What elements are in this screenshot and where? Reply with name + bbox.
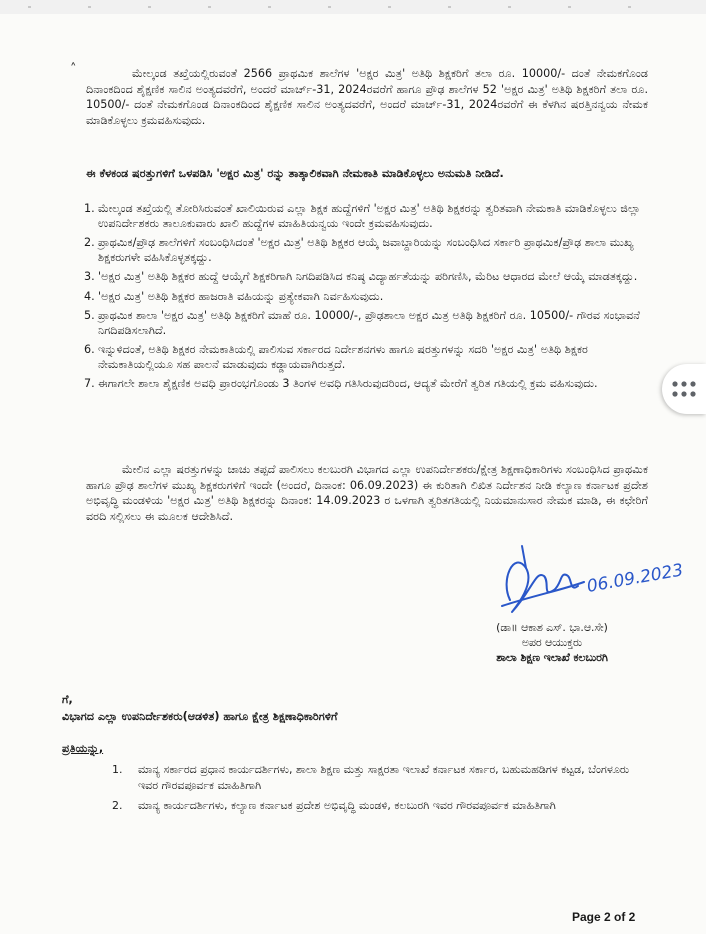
condition-text: ಪ್ರಾಥಮಿಕ ಶಾಲಾ 'ಅಕ್ಷರ ಮಿತ್ರ' ಅತಿಥಿ ಶಿಕ್ಷಕರಿಗೆ ಮಾಹೆ ರೂ. 10000/-, ಪ್ರೌಢಶಾಲಾ ಅಕ್ಷರ ಮಿತ್ರ ಅತಿಥಿ ಶಿಕ್ಷಕರಿಗೆ ರೂ. 10500/- ಗೌರವ ಸಂಭಾವನೆ ನಿಗದಿಪಡಿಸಲಾಗಿದೆ. bbox=[98, 309, 640, 337]
page-top-edge bbox=[0, 0, 706, 14]
condition-item bbox=[84, 236, 644, 265]
signatory-block bbox=[472, 620, 632, 665]
signatory-name: (ಡಾ॥ ಆಕಾಶ ಎಸ್. ಭಾ.ಆ.ಸೇ) bbox=[496, 621, 608, 634]
condition-text: ಈಗಾಗಲೇ ಶಾಲಾ ಶೈಕ್ಷಣಿಕ ಅವಧಿ ಪ್ರಾರಂಭಗೊಂಡು 3 ತಿಂಗಳ ಅವಧಿ ಗತಿಸಿರುವುದರಿಂದ, ಆದ್ಯತೆ ಮೇರೆಗೆ ತ್ವರಿತ ಗತಿಯಲ್ಲಿ ಕ್ರಮ ವಹಿಸುವುದು. bbox=[98, 377, 598, 390]
signatory-office: ಶಾಲಾ ಶಿಕ್ಷಣ ಇಲಾಖೆ ಕಲಬುರಗಿ bbox=[496, 651, 608, 664]
condition-number: 6. bbox=[84, 343, 95, 356]
copy-number: 1. bbox=[112, 763, 123, 776]
copy-text: ಮಾನ್ಯ ಸರ್ಕಾರದ ಪ್ರಧಾನ ಕಾರ್ಯದರ್ಶಿಗಳು, ಶಾಲಾ ಶಿಕ್ಷಣ ಮತ್ತು ಸಾಕ್ಷರತಾ ಇಲಾಖೆ ಕರ್ನಾಟಕ ಸರ್ಕಾರ, ಬಹುಮಹಡಿಗಳ ಕಟ್ಟಡ, ಬೆಂಗಳೂರು ಇವರ ಗೌರವಪೂರ್ವಕ ಮಾಹಿತಿಗಾಗಿ bbox=[138, 763, 630, 792]
condition-item bbox=[84, 343, 644, 372]
copies-heading: ಪ್ರತಿಯನ್ನು, bbox=[62, 742, 104, 755]
condition-item bbox=[84, 270, 644, 285]
copy-text: ಮಾನ್ಯ ಕಾರ್ಯದರ್ಶಿಗಳು, ಕಲ್ಯಾಣ ಕರ್ನಾಟಕ ಪ್ರದೇಶ ಅಭಿವೃದ್ಧಿ ಮಂಡಳಿ, ಕಲಬುರಗಿ ಇವರ ಗೌರವಪೂರ್ವಕ ಮಾಹಿತಿಗಾಗಿ bbox=[138, 799, 556, 812]
signature-date: 06.09.2023 bbox=[585, 560, 685, 597]
copy-item bbox=[112, 798, 648, 814]
condition-text: ಮೇಲ್ಕಂಡ ತಖ್ತೆಯಲ್ಲಿ ತೋರಿಸಿರುವಂತೆ ಖಾಲಿಯಿರುವ ಎಲ್ಲಾ ಶಿಕ್ಷಕ ಹುದ್ದೆಗಳಿಗೆ 'ಅಕ್ಷರ ಮಿತ್ರ' ಅತಿಥಿ ಶಿಕ್ಷಕರನ್ನು ತ್ವರಿತವಾಗಿ ನೇಮಕಾತಿ ಮಾಡಿಕೊಳ್ಳಲು ಜಿಲ್ಲಾ ಉಪನಿರ್ದೇಶಕರು ತಾಲೂಕುವಾರು ಖಾಲಿ ಹುದ್ದೆಗಳ ಮಾಹಿತಿಯನ್ವಯ ಇಂದೇ ಕ್ರಮವಹಿಸುವುದು. bbox=[98, 202, 641, 230]
conditions-list bbox=[84, 202, 644, 397]
copies-list bbox=[112, 762, 648, 818]
perforation-divider bbox=[28, 6, 678, 8]
page-number: Page 2 of 2 bbox=[572, 910, 636, 924]
addressee: ವಿಭಾಗದ ಎಲ್ಲಾ ಉಪನಿರ್ದೇಶಕರು(ಆಡಳಿತ) ಹಾಗೂ ಕ್ಷೇತ್ರ ಶಿಕ್ಷಣಾಧಿಕಾರಿಗಳಿಗೆ bbox=[62, 710, 338, 723]
paragraph-3: ಮೇಲಿನ ಎಲ್ಲಾ ಷರತ್ತುಗಳನ್ನು ಚಾಚು ತಪ್ಪದೆ ಪಾಲಿಸಲು ಕಲಬುರಗಿ ವಿಭಾಗದ ಎಲ್ಲಾ ಉಪನಿರ್ದೇಶಕರು/ಕ್ಷೇತ್ರ ಶಿಕ್ಷಣಾಧಿಕಾರಿಗಳು ಸಂಬಂಧಿಸಿದ ಪ್ರಾಥಮಿಕ ಹಾಗೂ ಪ್ರೌಢ ಶಾಲೆಗಳ ಮುಖ್ಯ ಶಿಕ್ಷಕರುಗಳಿಗೆ ಇಂದೇ (ಅಂದರೆ, ದಿನಾಂಕ: 06.09.2023) ಈ ಕುರಿತಾಗಿ ಲಿಖಿತ ನಿರ್ದೇಶನ ನೀಡಿ ಕಲ್ಯಾಣ ಕರ್ನಾಟಕ ಪ್ರದೇಶ ಅಭಿವೃದ್ಧಿ ಮಂಡಳಿಯ 'ಅಕ್ಷರ ಮಿತ್ರ' ಅತಿಥಿ ಶಿಕ್ಷಕರನ್ನು ದಿನಾಂಕ: 14.09.2023 ರ ಒಳಗಾಗಿ ತ್ವರಿತಗತಿಯಲ್ಲಿ ನಿಯಮಾನುಸಾರ ನೇಮಕ ಮಾಡಿ, ಈ ಕಛೇರಿಗೆ ವರದಿ ಸಲ್ಲಿಸಲು ಈ ಮೂಲಕ ಆದೇಶಿಸಿದೆ. bbox=[86, 463, 648, 523]
margin-mark: ˄ bbox=[70, 62, 77, 77]
grid-dots-icon bbox=[671, 380, 697, 398]
signature bbox=[492, 540, 692, 620]
condition-number: 1. bbox=[84, 202, 95, 215]
copy-item bbox=[112, 762, 648, 794]
condition-text: ಇನ್ನುಳಿದಂತೆ, ಅತಿಥಿ ಶಿಕ್ಷಕರ ನೇಮಕಾತಿಯಲ್ಲಿ ಪಾಲಿಸುವ ಸರ್ಕಾರದ ನಿರ್ದೇಶನಗಳು ಹಾಗೂ ಷರತ್ತುಗಳನ್ನು ಸದರಿ 'ಅಕ್ಷರ ಮಿತ್ರ' ಅತಿಥಿ ಶಿಕ್ಷಕರ ನೇಮಕಾತಿಯಲ್ಲಿಯೂ ಸಹ ಪಾಲನೆ ಮಾಡುವುದು ಕಡ್ಡಾಯವಾಗಿರುತ್ತದೆ. bbox=[98, 343, 588, 371]
condition-text: ಪ್ರಾಥಮಿಕ/ಪ್ರೌಢ ಶಾಲೆಗಳಿಗೆ ಸಂಬಂಧಿಸಿದಂತೆ 'ಅಕ್ಷರ ಮಿತ್ರ' ಅತಿಥಿ ಶಿಕ್ಷಕರ ಆಯ್ಕೆ ಜವಾಬ್ದಾರಿಯನ್ನು ಸಂಬಂಧಿಸಿದ ಸರ್ಕಾರಿ ಪ್ರಾಥಮಿಕ/ಪ್ರೌಢ ಶಾಲಾ ಮುಖ್ಯ ಶಿಕ್ಷಕರುಗಳೇ ವಹಿಸಿಕೊಳ್ಳತಕ್ಕದ್ದು. bbox=[98, 236, 634, 264]
signatory-designation: ಅಪರ ಆಯುಕ್ತರು bbox=[521, 636, 583, 649]
condition-item bbox=[84, 377, 644, 392]
condition-item bbox=[84, 202, 644, 231]
paragraph-1: ಮೇಲ್ಕಂಡ ತಖ್ತೆಯಲ್ಲಿರುವಂತೆ 2566 ಪ್ರಾಥಮಿಕ ಶಾಲೆಗಳ 'ಅಕ್ಷರ ಮಿತ್ರ' ಅತಿಥಿ ಶಿಕ್ಷಕರಿಗೆ ತಲಾ ರೂ. 10000/- ದಂತೆ ನೇಮಕಗೊಂಡ ದಿನಾಂಕದಿಂದ ಶೈಕ್ಷಣಿಕ ಸಾಲಿನ ಅಂತ್ಯದವರೆಗೆ, ಅಂದರೆ ಮಾರ್ಚ್-31, 2024ರವರೆಗೆ ಹಾಗೂ ಪ್ರೌಢ ಶಾಲೆಗಳ 52 'ಅಕ್ಷರ ಮಿತ್ರ' ಅತಿಥಿ ಶಿಕ್ಷಕರಿಗೆ ತಲಾ ರೂ. 10500/- ದಂತೆ ನೇಮಕಗೊಂಡ ದಿನಾಂಕದಿಂದ ಶೈಕ್ಷಣಿಕ ಸಾಲಿನ ಅಂತ್ಯದವರೆಗೆ, ಅಂದರೆ ಮಾರ್ಚ್-31, 2024ರವರೆಗೆ ಈ ಕೆಳಗಿನ ಷರತ್ತಿನನ್ವಯ ನೇಮಕ ಮಾಡಿಕೊಳ್ಳಲು ಕ್ರಮವಹಿಸುವುದು. bbox=[86, 67, 648, 127]
condition-text: 'ಅಕ್ಷರ ಮಿತ್ರ' ಅತಿಥಿ ಶಿಕ್ಷಕರ ಹುದ್ದೆ ಆಯ್ಕೆಗೆ ಶಿಕ್ಷಕರಿಗಾಗಿ ನಿಗದಿಪಡಿಸಿದ ಕನಿಷ್ಠ ವಿದ್ಯಾರ್ಹತೆಯನ್ನು ಪರಿಗಣಿಸಿ, ಮೆರಿಟ ಆಧಾರದ ಮೇಲೆ ಆಯ್ಕೆ ಮಾಡತಕ್ಕದ್ದು. bbox=[98, 270, 638, 283]
to-label: ಗೆ, bbox=[62, 693, 73, 706]
floating-menu-button[interactable] bbox=[662, 364, 706, 414]
condition-number: 5. bbox=[84, 309, 95, 322]
condition-item bbox=[84, 290, 644, 305]
condition-text: 'ಅಕ್ಷರ ಮಿತ್ರ' ಅತಿಥಿ ಶಿಕ್ಷಕರ ಹಾಜರಾತಿ ವಹಿಯನ್ನು ಪ್ರತ್ಯೇಕವಾಗಿ ನಿರ್ವಹಿಸುವುದು. bbox=[98, 289, 384, 303]
condition-item bbox=[84, 309, 644, 338]
copy-number: 2. bbox=[112, 799, 123, 812]
paragraph-2: ಈ ಕೆಳಕಂಡ ಷರತ್ತುಗಳಿಗೆ ಒಳಪಡಿಸಿ 'ಅಕ್ಷರ ಮಿತ್ರ' ರನ್ನು ತಾತ್ಕಾಲಿಕವಾಗಿ ನೇಮಕಾತಿ ಮಾಡಿಕೊಳ್ಳಲು ಅನುಮತಿ ನೀಡಿದೆ. bbox=[86, 167, 504, 180]
condition-number: 7. bbox=[84, 377, 95, 390]
condition-number: 3. bbox=[84, 270, 95, 283]
condition-number: 4. bbox=[84, 289, 95, 303]
condition-number: 2. bbox=[84, 236, 95, 249]
